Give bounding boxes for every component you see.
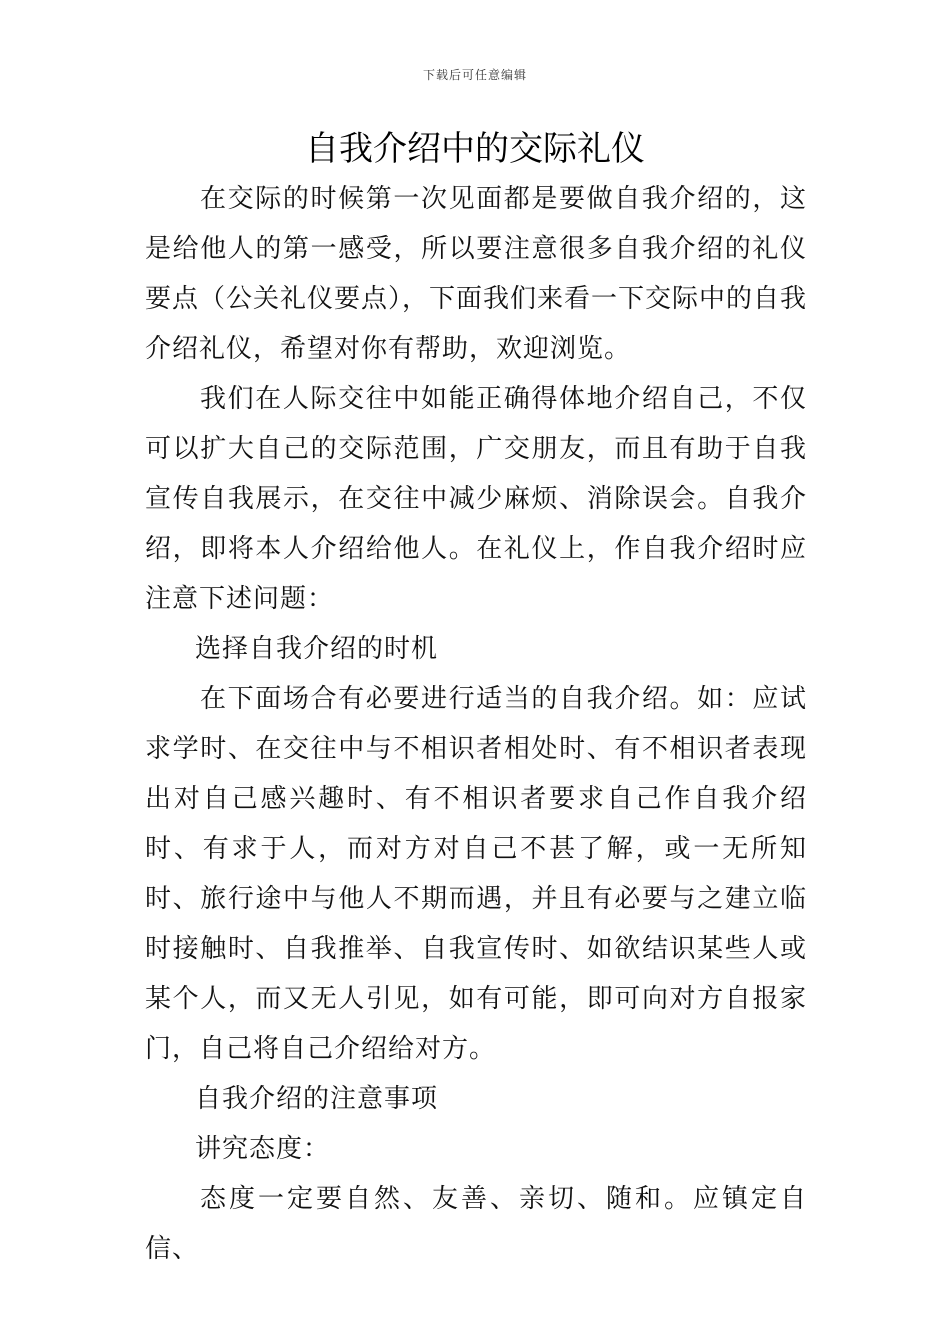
paragraph-importance: 我们在人际交往中如能正确得体地介绍自己，不仅可以扩大自己的交际范围，广交朋友，而且有助于自我宣传自我展示，在交往中减少麻烦、消除误会。自我介绍，即将本人介绍给他人。在礼仪上，作自我介绍时应注意下述问题： xyxy=(145,384,807,614)
paragraph-timing: 在下面场合有必要进行适当的自我介绍。如：应试求学时、在交往中与不相识者相处时、有不相识者表现出对自己感兴趣时、有不相识者要求自己作自我介绍时、有求于人，而对方对自己不甚了解，或一无所知时、旅行途中与他人不期而遇，并且有必要与之建立临时接触时、自我推举、自我宣传时、如欲结识某些人或某个人，而又无人引见，如有可能，即可向对方自报家门，自己将自己介绍给对方。 xyxy=(145,684,807,1064)
section-heading-notes: 自我介绍的注意事项 xyxy=(195,1084,439,1114)
section-heading-timing: 选择自我介绍的时机 xyxy=(195,634,439,664)
paragraph-attitude: 态度一定要自然、友善、亲切、随和。应镇定自信、 xyxy=(145,1184,807,1264)
document-body xyxy=(145,174,807,1274)
subheading-attitude: 讲究态度： xyxy=(195,1134,331,1164)
header-note: 下载后可任意编辑 xyxy=(422,68,527,82)
paragraph-intro: 在交际的时候第一次见面都是要做自我介绍的，这是给他人的第一感受，所以要注意很多自我介绍的礼仪要点（公关礼仪要点），下面我们来看一下交际中的自我介绍礼仪，希望对你有帮助，欢迎浏览。 xyxy=(145,184,808,364)
document-title: 自我介绍中的交际礼仪 xyxy=(305,129,645,169)
